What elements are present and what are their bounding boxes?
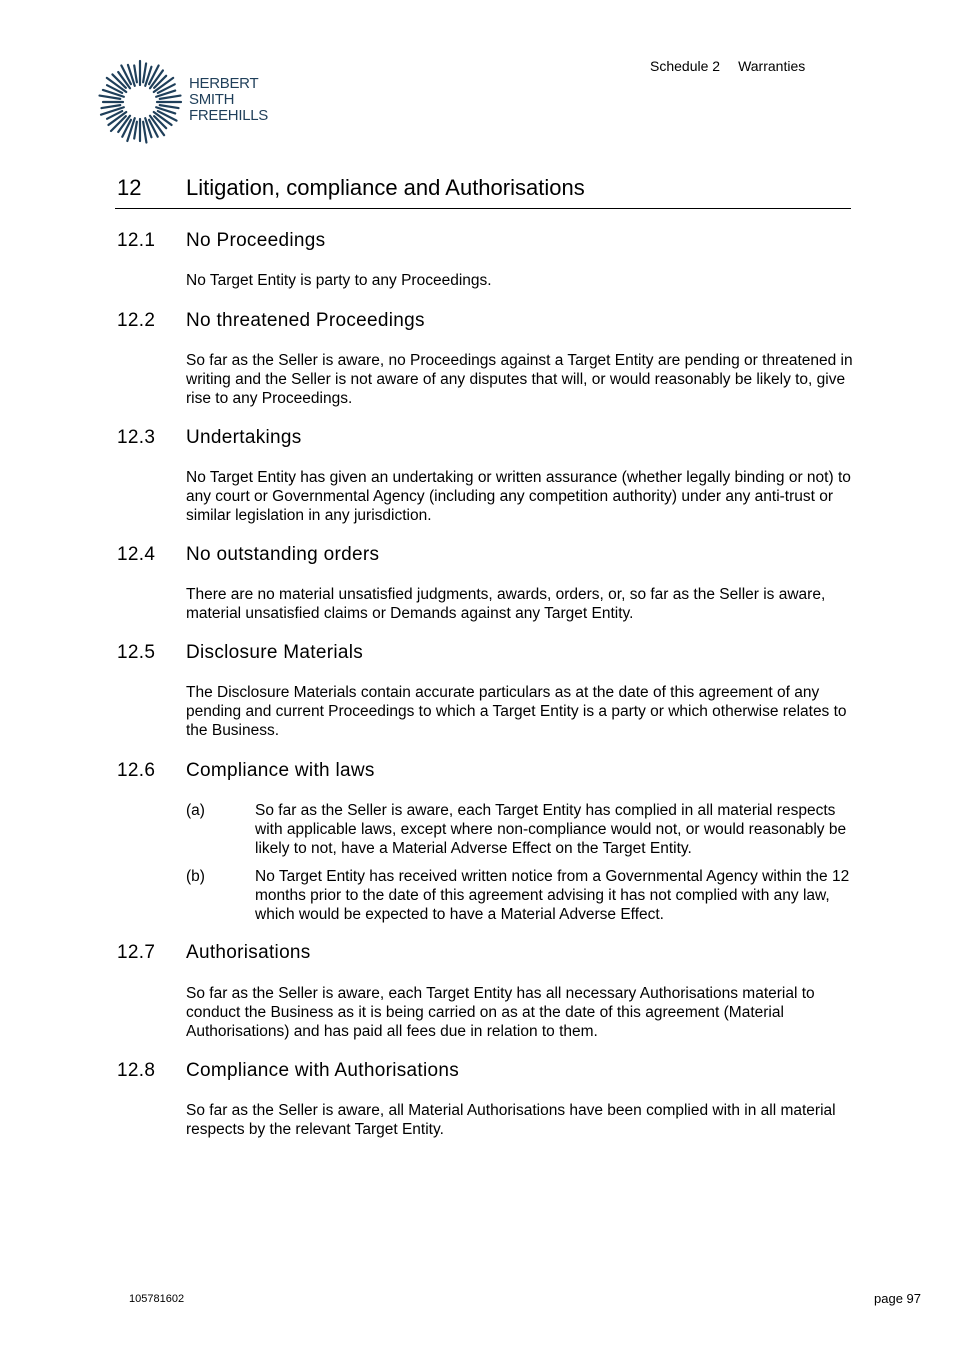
subclause-title: Compliance with Authorisations [186, 1060, 460, 1081]
schedule-label: Schedule 2 [650, 58, 721, 74]
document-id: 105781602 [129, 1293, 185, 1305]
subclause-title: No outstanding orders [186, 544, 380, 565]
page-number: page 97 [874, 1291, 921, 1306]
firm-logo [97, 59, 287, 145]
list-marker: (a) [186, 802, 205, 819]
subclause-number: 12.3 [117, 427, 156, 448]
subclause-title: No Proceedings [186, 230, 326, 251]
subclause-number: 12.1 [117, 230, 156, 251]
starburst-icon [97, 59, 183, 145]
list-text: No Target Entity has received written notice from a Governmental Agency within the 12 months prior to the date of this agreement advising it has not complied with any law, which would be expected to have a Material Adverse Effect. [255, 868, 850, 923]
logo-line-2: SMITH [189, 91, 235, 108]
subclause-number: 12.2 [117, 310, 156, 331]
list-text: So far as the Seller is aware, each Target Entity has complied in all material respects with applicable laws, except where non-compliance would not, or would reasonably be likely to not, have a Material Adverse Effect on the Target Entity. [255, 802, 847, 857]
subclause-text: There are no material unsatisfied judgments, awards, orders, or, so far as the Seller is aware, material unsatisfied claims or Demands against any Target Entity. [186, 586, 826, 622]
subclause-number: 12.5 [117, 642, 156, 663]
subclause-number: 12.4 [117, 544, 156, 565]
logo-wordmark [189, 76, 268, 124]
subclause-text: So far as the Seller is aware, all Material Authorisations have been complied with in all material respects by the relevant Target Entity. [186, 1102, 836, 1138]
logo-line-3: FREEHILLS [189, 107, 268, 124]
subclause-title: Authorisations [186, 942, 311, 963]
logo-line-1: HERBERT [189, 75, 259, 92]
clause-title: Litigation, compliance and Authorisations [186, 175, 585, 200]
subclause-text: So far as the Seller is aware, each Target Entity has all necessary Authorisations material to conduct the Business as it is being carried on as at the date of this agreement (Material Authorisations) and has paid all fees due in relation to them. [186, 985, 815, 1040]
subclause-text: No Target Entity is party to any Proceedings. [186, 272, 492, 289]
subclause-number: 12.8 [117, 1060, 156, 1081]
list-marker: (b) [186, 868, 205, 885]
subclause-text: No Target Entity has given an undertaking or written assurance (whether legally binding or not) to any court or Governmental Agency (including any competition authority) under any anti-trust or similar legislation in any jurisdiction. [186, 469, 851, 524]
running-header [650, 58, 805, 74]
subclause-title: Compliance with laws [186, 760, 375, 781]
clause-number: 12 [117, 175, 142, 200]
subclause-title: No threatened Proceedings [186, 310, 425, 331]
subclause-number: 12.6 [117, 760, 156, 781]
subclause-text: So far as the Seller is aware, no Proceedings against a Target Entity are pending or threatened in writing and the Seller is not aware of any disputes that will, or would reasonably be likely to, give rise to any Proceedings. [186, 352, 853, 407]
subclause-title: Disclosure Materials [186, 642, 364, 663]
section-label: Warranties [738, 58, 806, 74]
clause-heading [115, 175, 851, 209]
subclause-title: Undertakings [186, 427, 302, 448]
subclause-text: The Disclosure Materials contain accurate particulars as at the date of this agreement of any pending and current Proceedings to which a Target Entity is a party or which otherwise relates to the Business. [186, 684, 847, 739]
subclause-number: 12.7 [117, 942, 156, 963]
